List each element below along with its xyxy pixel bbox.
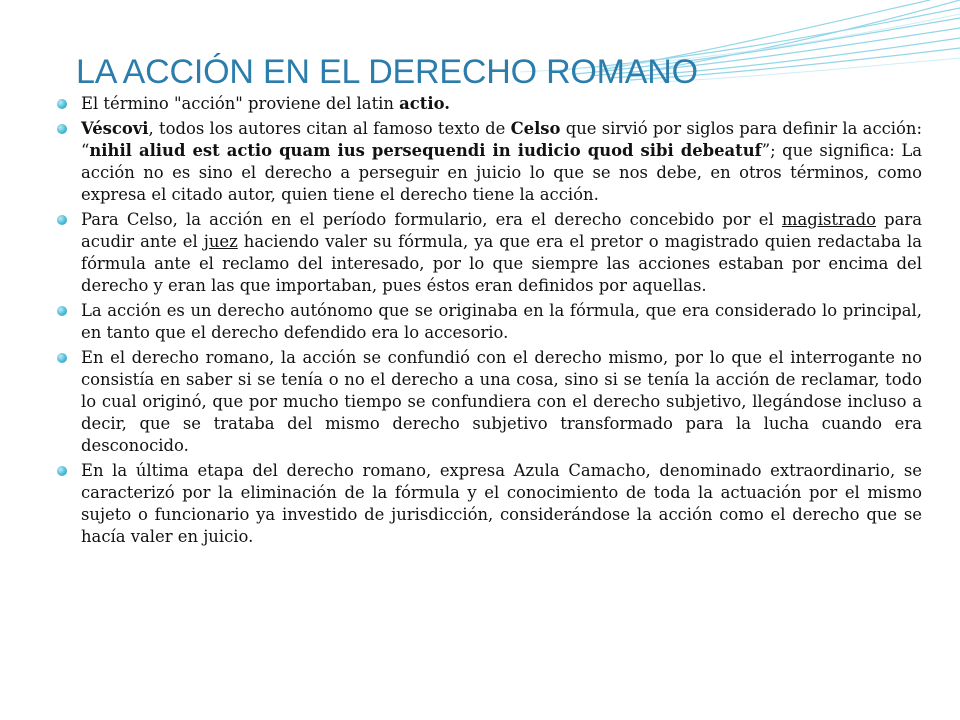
bullet-item <box>56 300 922 344</box>
bullet-dot-icon <box>57 124 67 134</box>
bullet-text: El término "acción" proviene del latin <box>81 94 400 113</box>
bullet-dot-icon <box>57 466 67 476</box>
underlined-term: juez <box>203 232 238 251</box>
bullet-dot-icon <box>57 215 67 225</box>
bullet-item <box>56 209 922 297</box>
bold-quote: nihil aliud est actio quam ius persequendi in iudicio quod sibi debeatuf <box>89 141 762 160</box>
bullet-text: En la última etapa del derecho romano, expresa Azula Camacho, denominado extraordinario, se caracterizó por la eliminación de la fórmula y el conocimiento de toda la actuación por el mismo sujeto o funcionario ya investido de jurisdicción, considerándose la acción como el derecho que se hacía valer en juicio. <box>81 461 922 546</box>
bullet-item <box>56 118 922 206</box>
bullet-text: para acudir ante el <box>81 210 922 251</box>
bold-term: actio. <box>399 94 450 113</box>
bullet-text: haciendo valer su fórmula, ya que era el pretor o magistrado quien redactaba la fórmula ante el reclamo del interesado, por lo que siempre las acciones estaban por encima del derecho y eran las que importaban, pues éstos eran definidos por aquellas. <box>81 232 922 295</box>
bullet-list <box>56 93 922 551</box>
bullet-dot-icon <box>57 306 67 316</box>
bullet-dot-icon <box>57 353 67 363</box>
bold-term: Véscovi <box>81 119 149 138</box>
bullet-item <box>56 93 922 115</box>
bullet-item <box>56 347 922 457</box>
slide-title: LA ACCIÓN EN EL DERECHO ROMANO <box>76 53 698 91</box>
bullet-text: Para Celso, la acción en el período formulario, era el derecho concebido por el <box>81 210 782 229</box>
bullet-text: , todos los autores citan al famoso texto de <box>148 119 511 138</box>
bullet-text: ”; que significa: La acción no es sino el derecho a perseguir en juicio lo que se nos debe, en otros términos, como expresa el citado autor, quien tiene el derecho tiene la acción. <box>81 141 922 204</box>
bullet-item <box>56 460 922 548</box>
underlined-term: magistrado <box>781 210 876 229</box>
bullet-dot-icon <box>57 99 67 109</box>
bullet-text: La acción es un derecho autónomo que se originaba en la fórmula, que era considerado lo principal, en tanto que el derecho defendido era lo accesorio. <box>81 301 922 342</box>
bullet-text: que sirvió por siglos para definir la acción: “ <box>81 119 922 160</box>
bold-term: Celso <box>510 119 561 138</box>
bullet-text: En el derecho romano, la acción se confundió con el derecho mismo, por lo que el interrogante no consistía en saber si se tenía o no el derecho a una cosa, sino si se tenía la acción de reclamar, todo lo cual originó, que por mucho tiempo se confundiera con el derecho subjetivo, llegándose incluso a decir, que se trataba del mismo derecho subjetivo transformado para la lucha cuando era desconocido. <box>81 348 922 455</box>
